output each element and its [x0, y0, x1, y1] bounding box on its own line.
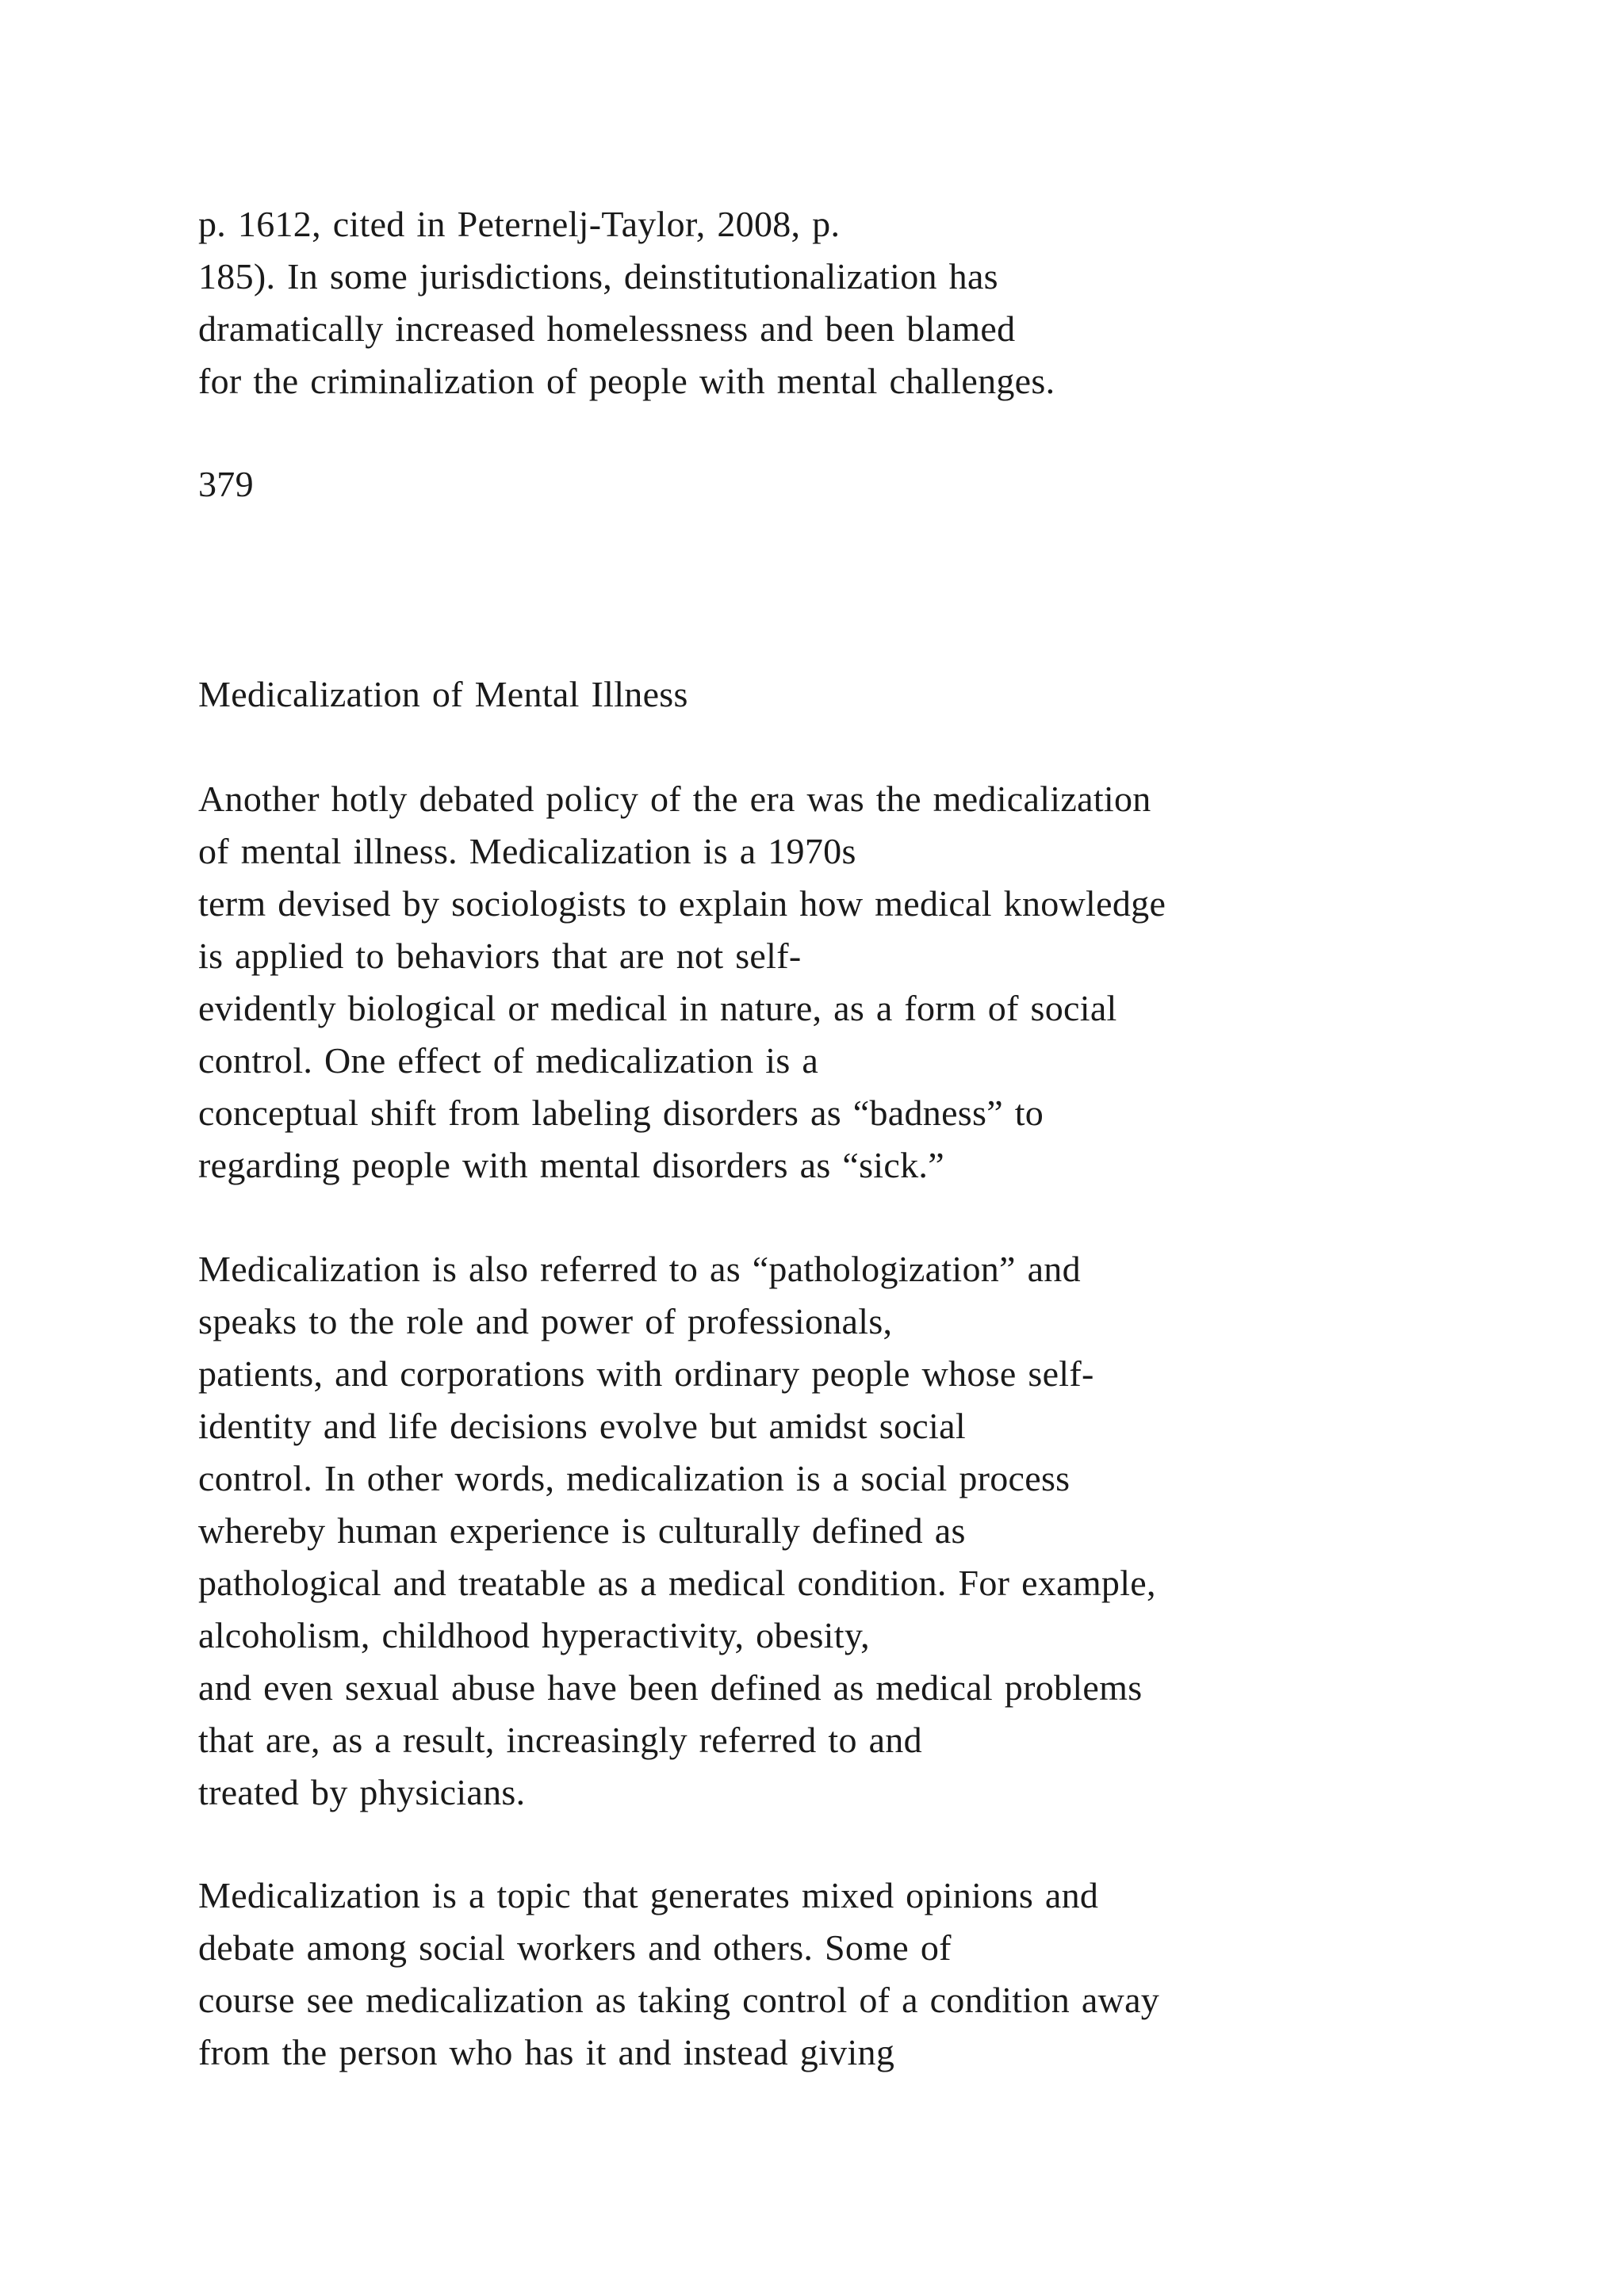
- section-heading: [198, 668, 1467, 721]
- text-line: course see medicalization as taking control of a condition away: [198, 1980, 1160, 2020]
- text-line: Medicalization is also referred to as “pathologization” and: [198, 1249, 1081, 1289]
- text-line: conceptual shift from labeling disorders as “badness” to: [198, 1093, 1044, 1133]
- text-line: pathological and treatable as a medical condition. For example,: [198, 1563, 1156, 1603]
- page-number: [198, 458, 1467, 511]
- text-line: dramatically increased homelessness and been blamed: [198, 308, 1016, 349]
- text-line: regarding people with mental disorders as “sick.”: [198, 1145, 944, 1185]
- text-line: from the person who has it and instead giving: [198, 2032, 895, 2072]
- page-number-text: 379: [198, 464, 254, 504]
- text-line: evidently biological or medical in nature, as a form of social: [198, 988, 1117, 1028]
- text-line: is applied to behaviors that are not self-: [198, 936, 802, 976]
- text-line: Medicalization is a topic that generates mixed opinions and: [198, 1875, 1099, 1915]
- text-line: p. 1612, cited in Peternelj-Taylor, 2008, p.: [198, 204, 841, 244]
- text-line: alcoholism, childhood hyperactivity, obesity,: [198, 1615, 870, 1655]
- text-line: and even sexual abuse have been defined as medical problems: [198, 1667, 1143, 1708]
- text-line: for the criminalization of people with mental challenges.: [198, 361, 1055, 401]
- paragraph-continuation: [198, 198, 1467, 408]
- section-heading-text: Medicalization of Mental Illness: [198, 674, 688, 714]
- paragraph-1: [198, 773, 1467, 1192]
- text-line: identity and life decisions evolve but amidst social: [198, 1406, 966, 1446]
- text-line: patients, and corporations with ordinary people whose self-: [198, 1353, 1094, 1394]
- text-line: Another hotly debated policy of the era was the medicalization: [198, 779, 1151, 819]
- text-line: control. One effect of medicalization is a: [198, 1040, 819, 1081]
- text-line: debate among social workers and others. Some of: [198, 1927, 952, 1968]
- paragraph-3: [198, 1869, 1467, 2079]
- text-line: control. In other words, medicalization is a social process: [198, 1458, 1071, 1498]
- text-line: of mental illness. Medicalization is a 1970s: [198, 831, 856, 871]
- text-line: whereby human experience is culturally defined as: [198, 1510, 966, 1551]
- text-line: 185). In some jurisdictions, deinstitutionalization has: [198, 256, 998, 297]
- text-line: speaks to the role and power of professionals,: [198, 1301, 893, 1341]
- paragraph-2: [198, 1243, 1467, 1819]
- text-line: treated by physicians.: [198, 1772, 526, 1812]
- text-line: that are, as a result, increasingly referred to and: [198, 1720, 922, 1760]
- text-line: term devised by sociologists to explain how medical knowledge: [198, 883, 1166, 924]
